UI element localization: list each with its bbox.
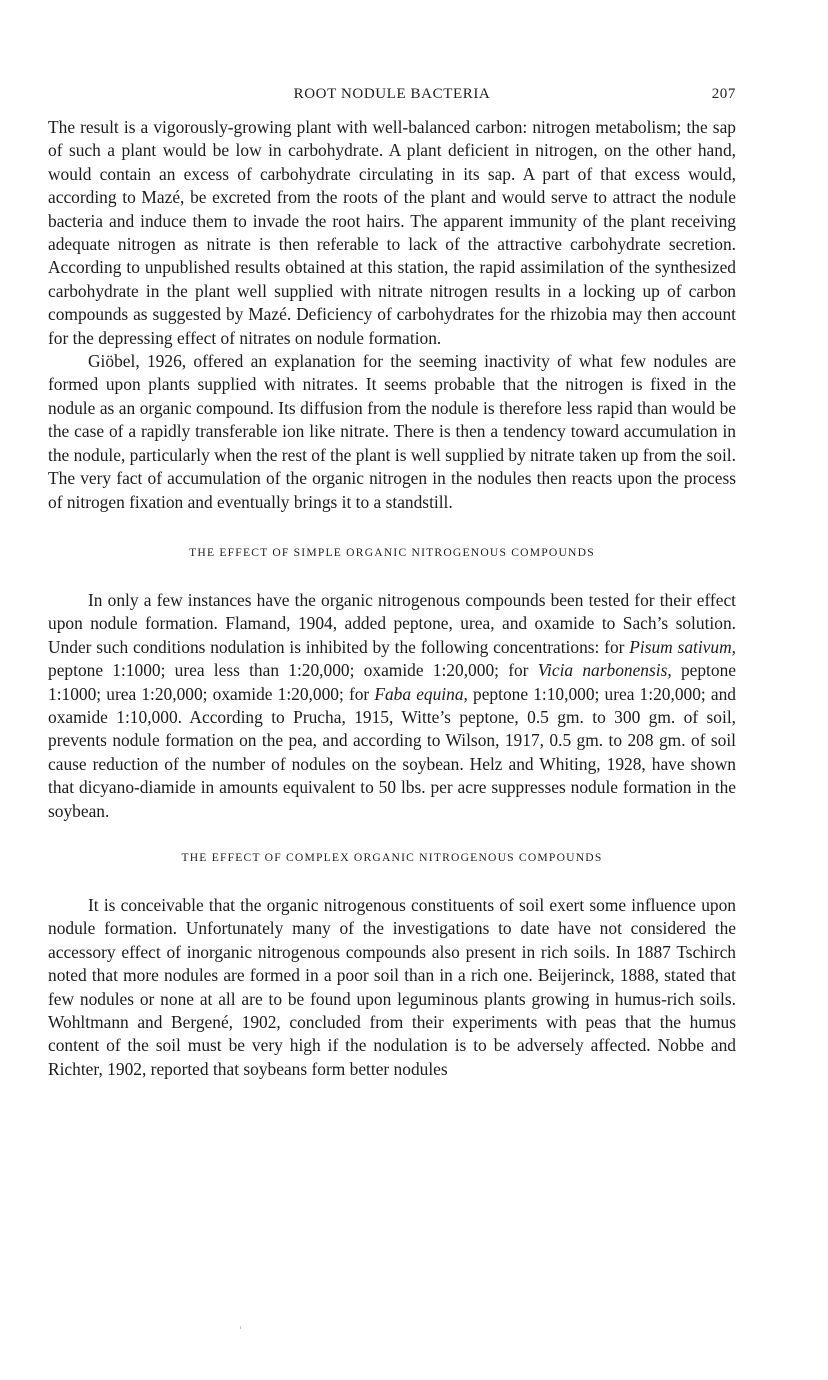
paragraph-carbohydrate-secretion: The result is a vigorously-growing plant with well-balanced carbon: nitrogen metabolism; the sap of such a plant would be low in carbohydrate. A plant deficient in nitrogen, on the other hand, would contain an excess of carbohydrate circulating in its sap. A part of that excess would, according to Mazé, be excreted from the roots of the plant and would serve to attract the nodule bacteria and induce them to invade the root hairs. The apparent immunity of the plant receiving adequate nitrogen as nitrate is then referable to lack of the attractive carbohydrate secretion. According to unpublished results obtained at this station, the rapid assimilation of the synthesized carbohydrate in the plant well supplied with nitrate nitrogen results in a locking up of carbon compounds as suggested by Mazé. Deficiency of carbohydrates for the rhizobia may then account for the depressing effect of nitrates on nodule formation. bbox=[48, 117, 736, 348]
running-title: ROOT NODULE BACTERIA bbox=[293, 86, 491, 102]
paper-speck bbox=[240, 1326, 241, 1329]
paragraph-simple-organic-compounds bbox=[48, 589, 736, 823]
text-run: peptone 1:1000; urea less than 1:20,000; oxamide 1:20,000; for bbox=[48, 660, 538, 681]
text-run: peptone 1:10,000; urea 1:20,000; and oxamide 1:10,000. According to Prucha, 1915, Witte’s peptone, 0.5 gm. to 300 gm. of soil, prevents nodule formation on the pea, and according to Wilson, 1917, 0.5 gm. to 208 gm. of soil cause reduction of the number of nodules on the soybean. Helz and Whiting, 1928, have shown that dicyano-diamide in amounts equivalent to 50 lbs. per acre suppresses nodule formation in the soybean. bbox=[48, 683, 736, 821]
paragraph-complex-organic-compounds: It is conceivable that the organic nitrogenous constituents of soil exert some influence upon nodule formation. Unfortunately many of the investigations to date have not considered the accessory effect of inorganic nitrogenous compounds also present in rich soils. In 1887 Tschirch noted that more nodules are formed in a poor soil than in a rich one. Beijerinck, 1888, stated that few nodules or none at all are to be found upon leguminous plants growing in humus-rich soils. Wohltmann and Bergené, 1902, concluded from their experiments with peas that the humus content of the soil must be very high if the nodulation is to be adversely affected. Nobbe and Richter, 1902, reported that soybeans form better nodules bbox=[48, 894, 736, 1079]
section-heading-simple-organic: THE EFFECT OF SIMPLE ORGANIC NITROGENOUS COMPOUNDS bbox=[189, 545, 595, 559]
species-name-vicia: Vicia narbonensis, bbox=[537, 660, 672, 681]
text-run: In only a few instances have the organic nitrogenous compounds been tested for their effect upon nodule formation. Flamand, 1904, added peptone, urea, and oxamide to Sach’s solution. Under such conditions nodulation is inhibited by the following concentrations: for bbox=[48, 589, 736, 657]
paragraph-giobel-explanation: Giöbel, 1926, offered an explanation for the seeming inactivity of what few nodules are formed upon plants supplied with nitrates. It seems probable that the nitrogen is fixed in the nodule as an organic compound. Its diffusion from the nodule is therefore less rapid than would be the case of a rapidly transferable ion like nitrate. There is then a tendency toward accumulation in the nodule, particularly when the rest of the plant is well supplied by nitrate taken up from the soil. The very fact of accumulation of the organic nitrogen in the nodules then reacts upon the process of nitrogen fixation and eventually brings it to a standstill. bbox=[48, 351, 736, 512]
species-name-faba: Faba equina, bbox=[374, 683, 468, 704]
page-number: 207 bbox=[711, 86, 736, 102]
running-header bbox=[48, 86, 736, 110]
book-page bbox=[48, 86, 736, 1081]
section-heading-complex-organic: THE EFFECT OF COMPLEX ORGANIC NITROGENOUS COMPOUNDS bbox=[181, 850, 603, 864]
text-run: peptone 1:1000; urea 1:20,000; oxamide 1:20,000; for bbox=[48, 660, 736, 704]
species-name-pisum: Pisum sativum, bbox=[629, 636, 736, 657]
